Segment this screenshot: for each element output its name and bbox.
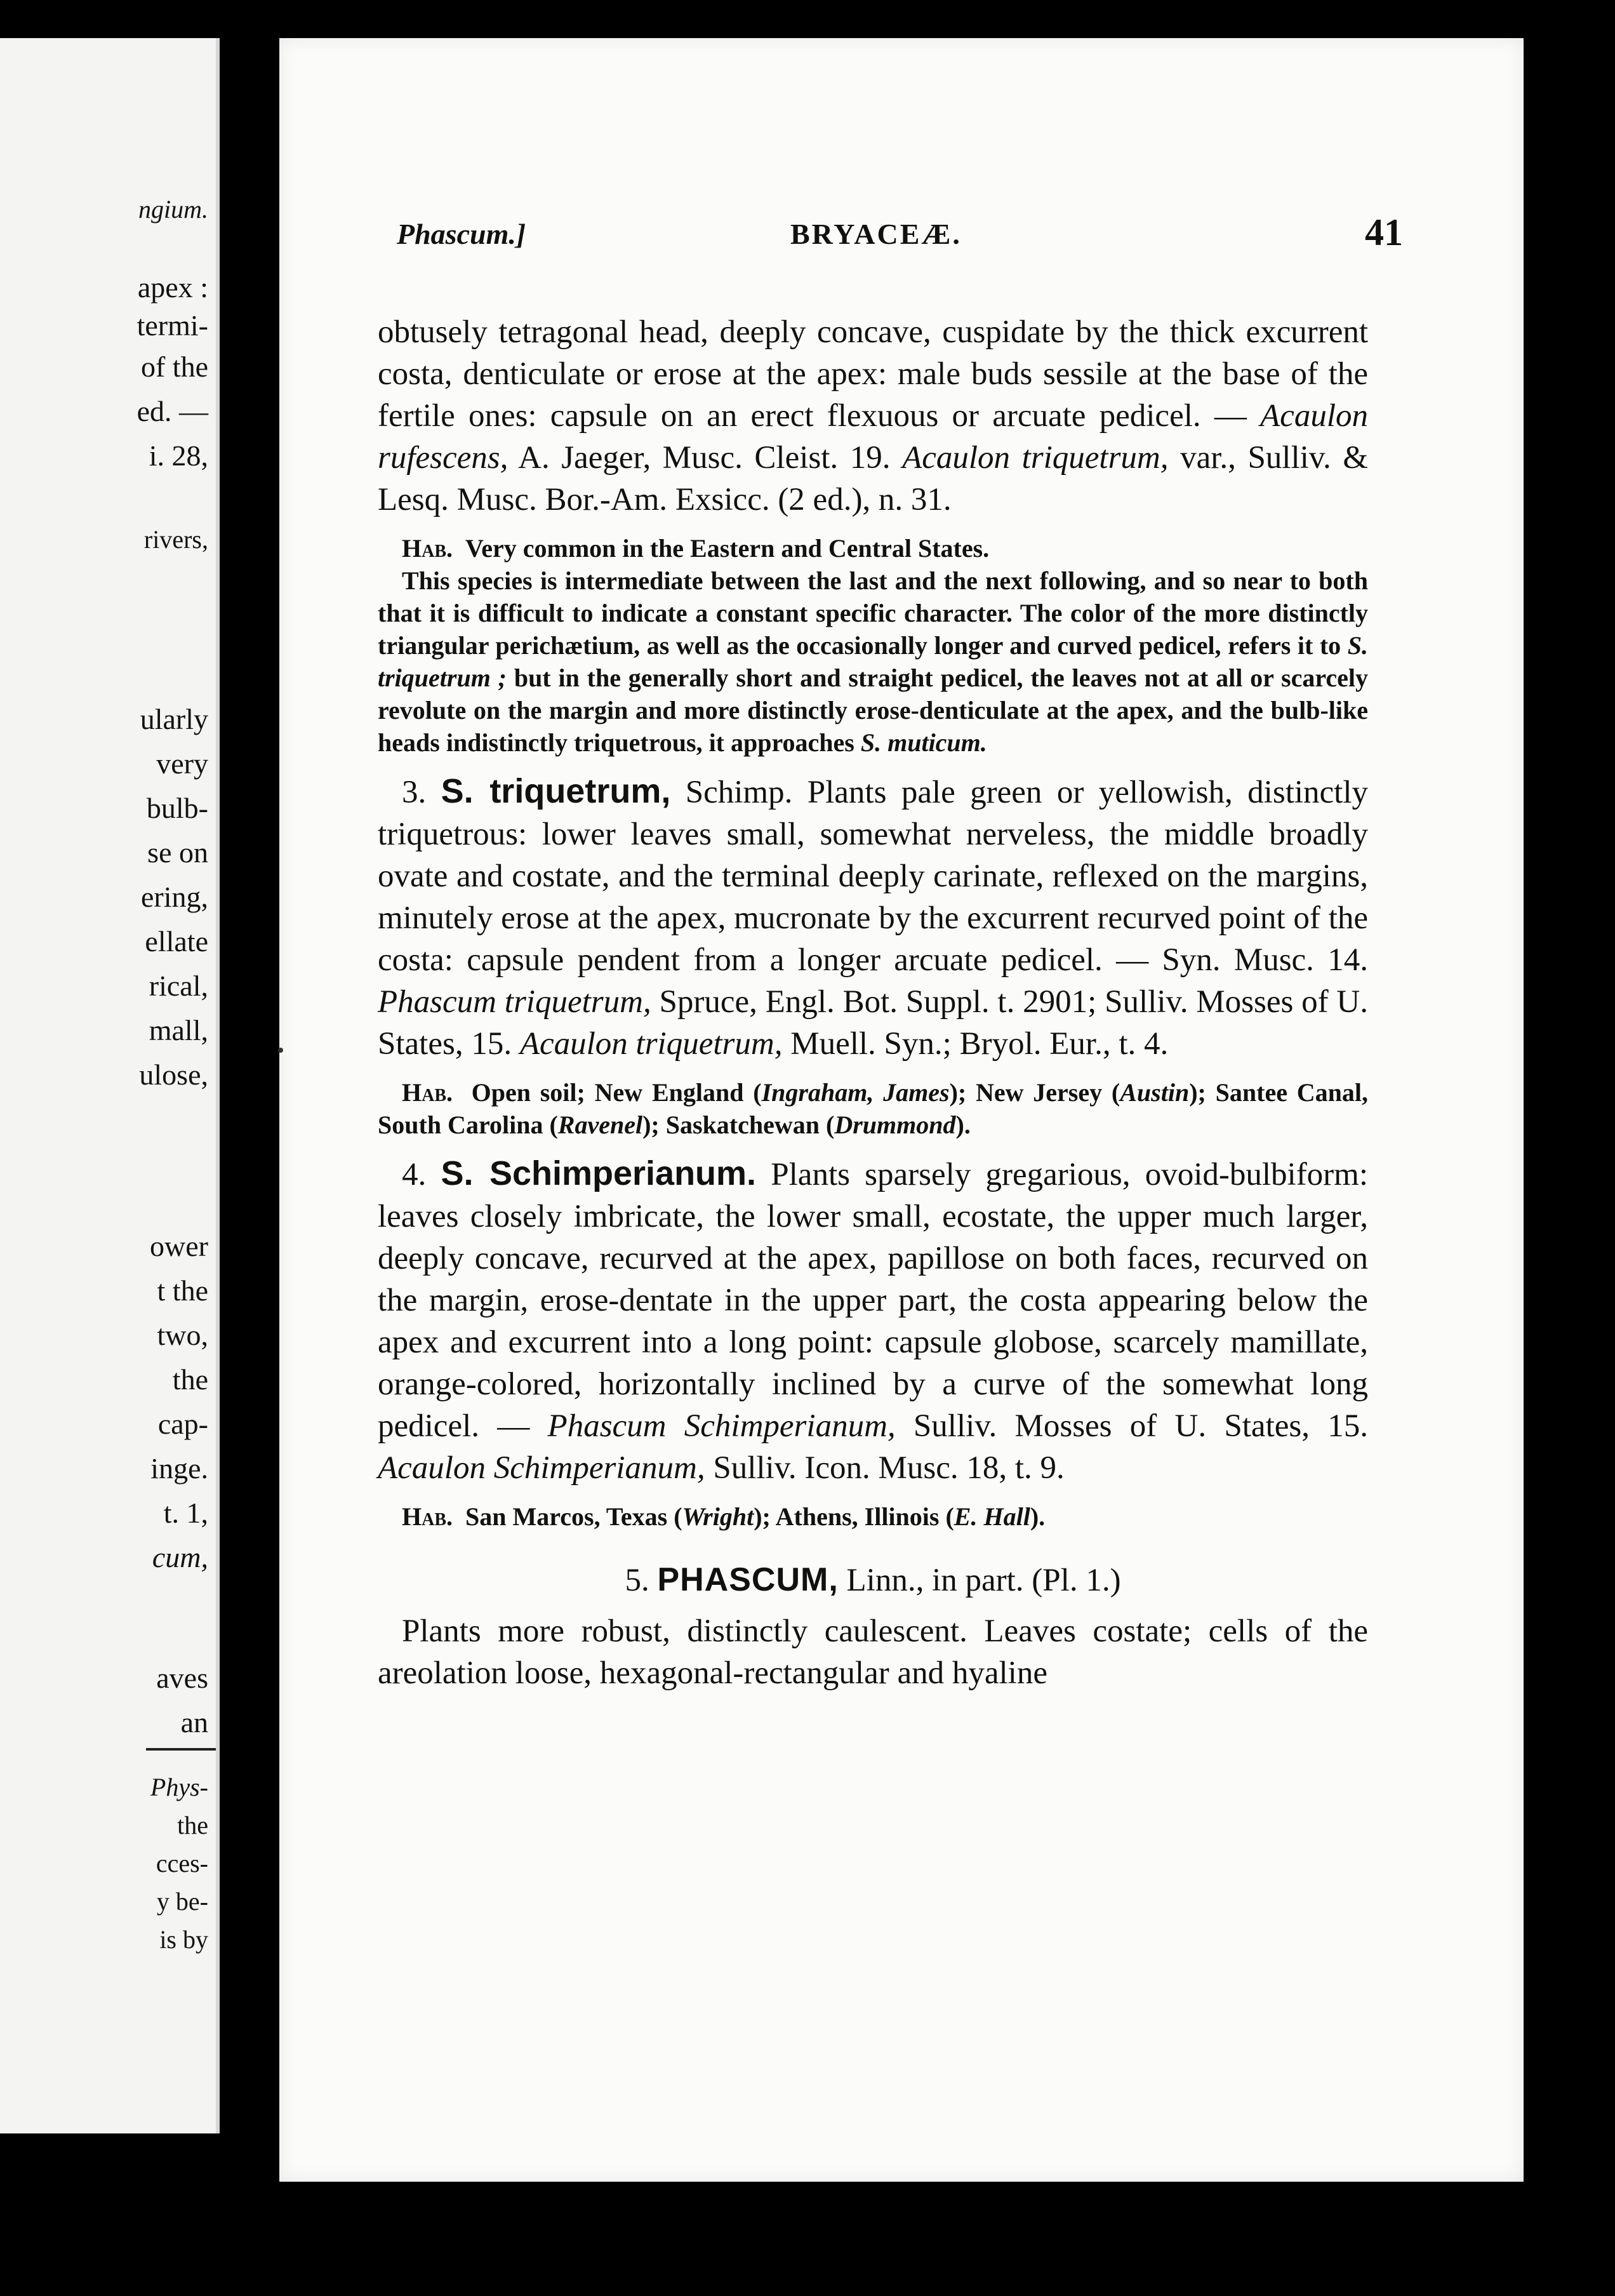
left-page-fragment: bulb- [146, 792, 208, 824]
left-page-fragment: cces- [156, 1849, 208, 1878]
synonym: Phascum triquetrum, [378, 984, 651, 1020]
page-number: 41 [1365, 211, 1403, 253]
left-page-fragment: aves [156, 1662, 208, 1694]
synonym: Acaulon triquetrum, [902, 440, 1169, 476]
running-head [397, 211, 1403, 262]
page-gutter [220, 25, 277, 2159]
species-4-description: 4. S. Schimperianum. Plants sparsely gregarious, ovoid-bulbiform: leaves closely imbricate, the lower small, ecostate, the upper much larger, deeply concave, recurved at the apex, papillose on both faces, recurved on the margin, erose-dentate in the upper part, the costa appearing below the apex and excurrent into a long point: capsule globose, scarcely mamillate, orange-colored, horizontally inclined by a curve of the somewhat long pedicel. — Phascum Schimperianum, Sulliv. Mosses of U. States, 15. Acaulon Schimperianum, Sulliv. Icon. Musc. 18, t. 9. [378, 1154, 1369, 1486]
left-page-fragment: cum, [152, 1541, 208, 1573]
page-body [378, 311, 1368, 1694]
left-page-fragment: termi- [136, 309, 208, 342]
habitat-label: Hab. [402, 1502, 453, 1531]
left-page-fragment: t. 1, [163, 1497, 208, 1529]
left-page-fragment: ering, [140, 881, 208, 913]
note-species-2: This species is intermediate between the last and the next following, and so near to both that it is difficult to indicate a constant specific character. The color of the more distinctly triangular perichætium, as well as the occasionally longer and curved pedicel, refers it to S. triquetrum ; but in the generally short and straight pedicel, the leaves not at all or scarcely revolute on the margin and more distinctly erose-denticulate at the apex, and the bulb-like heads indistinctly triquetrous, it approaches S. muticum. [378, 566, 1368, 757]
left-page-fragment: i. 28, [149, 439, 208, 472]
left-page-fragment: inge. [150, 1452, 208, 1485]
left-page-fragment: ngium. [138, 195, 208, 224]
genus-name: PHASCUM, [657, 1561, 839, 1598]
species-name: S. Schimperianum. [441, 1154, 757, 1192]
paragraph-species-2-continued: obtusely tetragonal head, deeply concave, cuspidate by the thick excurrent costa, denticulate or erose at the apex: male buds sessile at the base of the fertile ones: capsule on an erect flexuous or arcuate pedicel. — Acaulon rufescens, A. Jaeger, Musc. Cleist. 19. Acaulon triquetrum, var., Sulliv. & Lesq. Musc. Bor.-Am. Exsicc. (2 ed.), n. 31. [378, 314, 1368, 517]
genus-heading: 5. PHASCUM, Linn., in part. (Pl. 1.) [625, 1561, 1121, 1598]
left-page-fragment: Phys- [150, 1773, 208, 1801]
left-page-fragment: very [156, 747, 208, 780]
left-page-fragment: two, [157, 1319, 208, 1351]
habitat-species-4: Hab. San Marcos, Texas (Wright); Athens, Illinois (E. Hall). [402, 1502, 1046, 1531]
left-page-fragment: ellate [145, 925, 208, 958]
left-page-fragment: ularly [140, 703, 208, 735]
left-page-fragment: y be- [156, 1887, 208, 1916]
habitat-label: Hab. [402, 534, 453, 563]
left-page-fragment: se on [147, 836, 208, 869]
synonym: Acaulon Schimperianum, [378, 1450, 705, 1486]
left-page-fragment: cap- [157, 1408, 208, 1440]
left-page-fragment: the [172, 1363, 208, 1396]
running-head-family: BRYACEÆ. [790, 218, 962, 250]
left-page-fragment: an [180, 1706, 208, 1739]
left-page-fragment: ed. — [136, 395, 208, 427]
left-page-fragment: mall, [149, 1014, 208, 1046]
habitat-species-3: Hab. Open soil; New England (Ingraham, James); New Jersey (Austin); Santee Canal, South Carolina (Ravenel); Saskatchewan (Drummond). [378, 1078, 1368, 1139]
previous-page-edge [0, 38, 220, 2133]
species-number: 4. [402, 1157, 427, 1192]
left-page-fragment: the [177, 1811, 208, 1839]
species-3-description: 3. S. triquetrum, Schimp. Plants pale green or yellowish, distinctly triquetrous: lower leaves small, somewhat nerveless, the middle broadly ovate and costate, and the terminal deeply carinate, reflexed on the margins, minutely erose at the apex, mucronate by the excurrent recurved point of the costa: capsule pendent from a longer arcuate pedicel. — Syn. Musc. 14. Phascum triquetrum, Spruce, Engl. Bot. Suppl. t. 2901; Sulliv. Mosses of U. States, 15. Acaulon triquetrum, Muell. Syn.; Bryol. Eur., t. 4. [378, 772, 1369, 1062]
running-head-section: Phascum.] [397, 218, 526, 250]
left-page-fragment: rical, [149, 970, 208, 1002]
speck [278, 1048, 283, 1053]
left-page-fragment: rivers, [143, 525, 208, 554]
habitat-label: Hab. [402, 1078, 453, 1107]
habitat-species-2: Hab. Very common in the Eastern and Central States. [402, 534, 990, 563]
book-page-41 [279, 38, 1524, 2182]
footnote-rule [146, 1748, 216, 1751]
species-name: S. triquetrum, [441, 772, 671, 810]
synonym: Phascum Schimperianum, [547, 1408, 896, 1444]
synonym: Acaulon rufescens, [378, 398, 1368, 476]
left-page-fragment: of the [140, 350, 208, 383]
left-page-fragment: apex : [137, 271, 208, 304]
left-page-fragment: ulose, [139, 1058, 208, 1091]
left-page-fragment: ower [150, 1230, 208, 1262]
left-page-fragment: is by [159, 1925, 208, 1954]
synonym: Acaulon triquetrum, [519, 1026, 783, 1062]
left-page-fragment: t the [157, 1274, 208, 1307]
species-number: 3. [402, 775, 427, 810]
genus-description: Plants more robust, distinctly caulescent. Leaves costate; cells of the areolation loose, hexagonal-rectangular and hyaline [378, 1613, 1368, 1691]
